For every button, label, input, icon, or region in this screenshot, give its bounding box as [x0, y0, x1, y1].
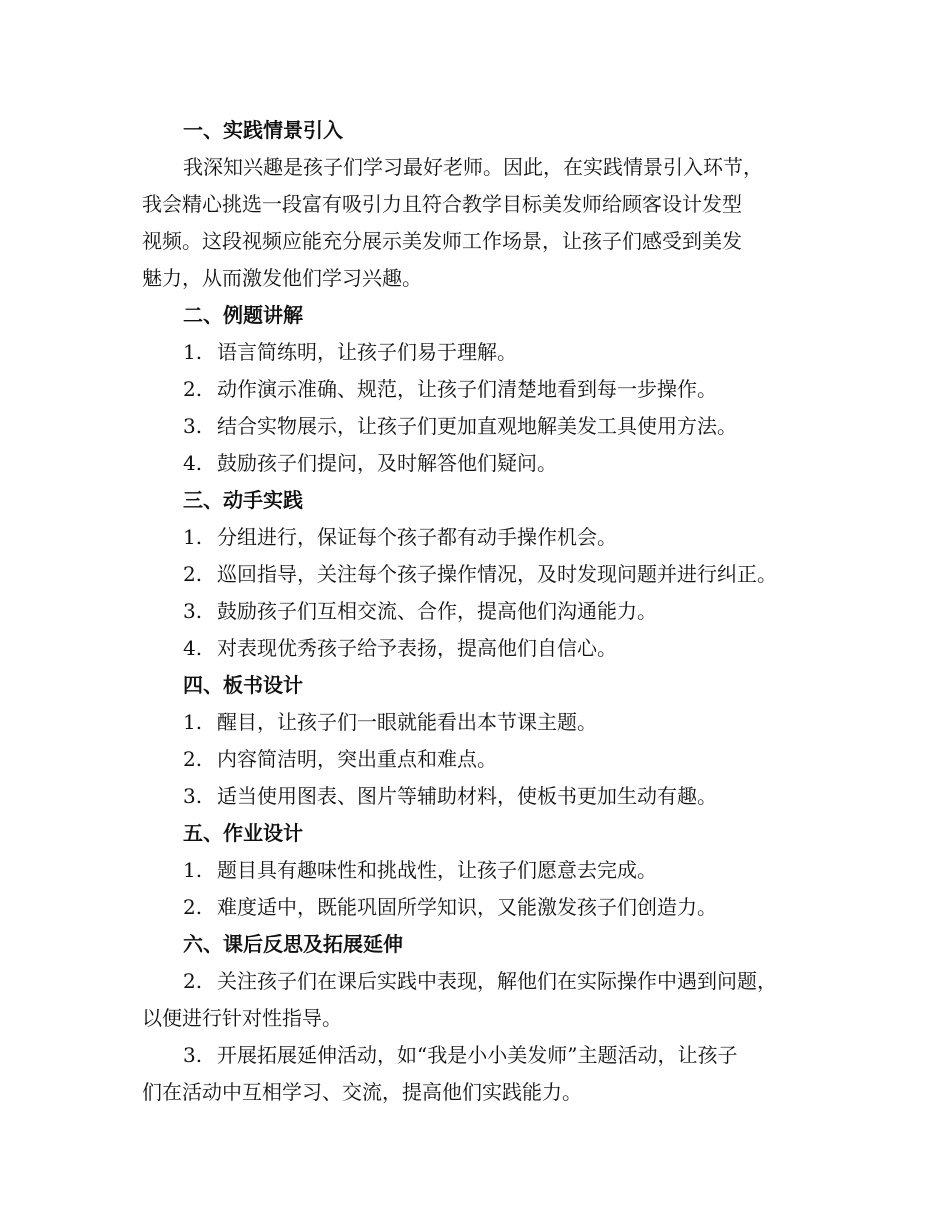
long-item-continuation: 们在活动中互相学习、交流，提高他们实践能力。	[142, 1080, 582, 1104]
item-number: 1.	[183, 710, 203, 734]
list-item	[142, 852, 814, 889]
section-heading: 四、板书设计	[183, 673, 303, 697]
item-number: 2.	[183, 747, 203, 771]
list-item	[142, 445, 814, 482]
paragraph-text: 我深知兴趣是孩子们学习最好老师。因此，在实践情景引入环节，	[183, 155, 763, 179]
long-item-first-line	[142, 963, 814, 1000]
list-item	[142, 889, 814, 926]
item-text: 难度适中，既能巩固所学知识，又能激发孩子们创造力。	[217, 895, 717, 919]
item-text: 分组进行，保证每个孩子都有动手操作机会。	[217, 525, 617, 549]
item-number: 1.	[183, 340, 203, 364]
item-text: 语言简练明，让孩子们易于理解。	[217, 340, 517, 364]
list-item	[142, 556, 814, 593]
section-heading: 五、作业设计	[183, 821, 303, 845]
item-number: 2.	[183, 377, 203, 401]
item-text: 鼓励孩子们互相交流、合作，提高他们沟通能力。	[217, 599, 657, 623]
item-number: 4.	[183, 636, 203, 660]
item-text: 动作演示准确、规范，让孩子们清楚地看到每一步操作。	[217, 377, 717, 401]
list-item	[142, 741, 814, 778]
item-text: 题目具有趣味性和挑战性，让孩子们愿意去完成。	[217, 858, 657, 882]
section-heading: 三、动手实践	[183, 488, 303, 512]
item-number: 3.	[183, 414, 203, 438]
section-heading: 一、实践情景引入	[183, 118, 343, 142]
section-heading: 六、课后反思及拓展延伸	[183, 932, 403, 956]
long-item-continuation: 以便进行针对性指导。	[142, 1006, 342, 1030]
list-item	[142, 334, 814, 371]
item-number: 3.	[183, 599, 203, 623]
list-item	[142, 704, 814, 741]
paragraph-line	[142, 149, 814, 186]
item-text: 巡回指导，关注每个孩子操作情况，及时发现问题并进行纠正。	[217, 562, 777, 586]
item-text: 内容简洁明，突出重点和难点。	[217, 747, 497, 771]
long-item-first-line	[142, 1037, 814, 1074]
item-number: 1.	[183, 858, 203, 882]
list-item	[142, 593, 814, 630]
item-text: 醒目，让孩子们一眼就能看出本节课主题。	[217, 710, 597, 734]
item-number: 3.	[183, 1043, 203, 1067]
item-text: 关注孩子们在课后实践中表现，解他们在实际操作中遇到问题，	[217, 969, 777, 993]
item-number: 4.	[183, 451, 203, 475]
list-item	[142, 408, 814, 445]
list-item	[142, 778, 814, 815]
item-text: 开展拓展延伸活动，如“我是小小美发师”主题活动，让孩子	[217, 1043, 738, 1067]
list-item	[142, 519, 814, 556]
item-number: 2.	[183, 895, 203, 919]
item-number: 2.	[183, 969, 203, 993]
item-number: 2.	[183, 562, 203, 586]
item-text: 对表现优秀孩子给予表扬，提高他们自信心。	[217, 636, 617, 660]
item-text: 结合实物展示，让孩子们更加直观地解美发工具使用方法。	[217, 414, 737, 438]
item-text: 鼓励孩子们提问，及时解答他们疑问。	[217, 451, 557, 475]
item-text: 适当使用图表、图片等辅助材料，使板书更加生动有趣。	[217, 784, 717, 808]
section-heading: 二、例题讲解	[183, 303, 303, 327]
paragraph-line: 我会精心挑选一段富有吸引力且符合教学目标美发师给顾客设计发型	[142, 192, 742, 216]
item-number: 3.	[183, 784, 203, 808]
paragraph-line: 魅力，从而激发他们学习兴趣。	[142, 266, 422, 290]
paragraph-line: 视频。这段视频应能充分展示美发师工作场景，让孩子们感受到美发	[142, 229, 742, 253]
item-number: 1.	[183, 525, 203, 549]
document-page	[142, 112, 814, 1111]
list-item	[142, 630, 814, 667]
list-item	[142, 371, 814, 408]
